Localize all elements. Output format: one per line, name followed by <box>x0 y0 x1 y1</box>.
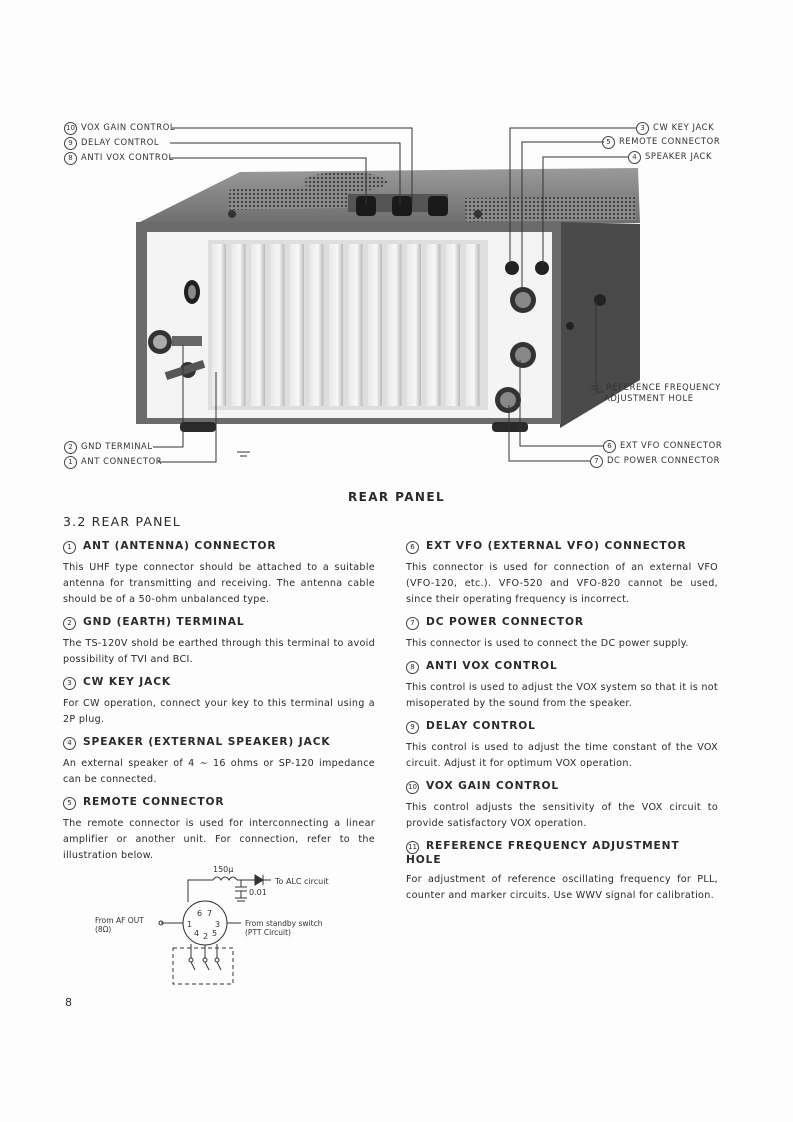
heatsink-fin <box>212 244 226 406</box>
heatsink-fin <box>427 244 441 406</box>
ptt-label: (PTT Circuit) <box>245 928 291 937</box>
heatsink-fin <box>349 244 363 406</box>
from-af-impedance: (8Ω) <box>95 925 112 934</box>
item-heading: 10 VOX GAIN CONTROL <box>406 780 718 794</box>
callout-vox-gain: 10 VOX GAIN CONTROL <box>64 122 175 135</box>
item-body: This UHF type connector should be attached to a suitable antenna for transmitting and receiving. The antenna cable should be of a 50-ohm unbalanced type. <box>63 562 375 605</box>
heatsink-fin <box>388 244 402 406</box>
callout-gnd: 2 GND TERMINAL <box>64 441 153 454</box>
heatsink-fin <box>232 244 246 406</box>
item-body: The TS-120V shold be earthed through this terminal to avoid possibility of TVI and BCI. <box>63 638 375 665</box>
capacitor-label: 0.01 <box>249 888 267 897</box>
item-heading: 11 REFERENCE FREQUENCY ADJUSTMENT HOLE <box>406 840 680 866</box>
heatsink-fin <box>290 244 304 406</box>
item-body: An external speaker of 4 ∼ 16 ohms or SP-120 impedance can be connected. <box>63 758 375 785</box>
item-heading: 4 SPEAKER (EXTERNAL SPEAKER) JACK <box>63 736 375 750</box>
page-number: 8 <box>65 996 72 1009</box>
item-heading: 6 EXT VFO (EXTERNAL VFO) CONNECTOR <box>406 540 718 554</box>
item-vox-gain <box>406 780 718 832</box>
item-heading: 3 CW KEY JACK <box>63 676 375 690</box>
pin-label: 4 <box>194 929 200 938</box>
pin-label: 6 <box>197 909 203 918</box>
callout-remote: 5 REMOTE CONNECTOR <box>602 136 720 149</box>
heatsink <box>208 240 488 410</box>
callout-delay: 9 DELAY CONTROL <box>64 137 159 150</box>
pin-label: 3 <box>215 920 221 929</box>
item-heading: 8 ANTI VOX CONTROL <box>406 660 718 674</box>
item-body: For CW operation, connect your key to this terminal using a 2P plug. <box>63 698 375 725</box>
item-cw-key <box>63 676 375 728</box>
right-column <box>406 540 718 912</box>
item-dc-power <box>406 616 718 652</box>
to-alc-label: To ALC circuit <box>275 877 329 886</box>
heatsink-fin <box>271 244 285 406</box>
heatsink-fin <box>466 244 480 406</box>
callout-anti-vox: 8 ANTI VOX CONTROL <box>64 152 174 165</box>
item-body: The remote connector is used for interconnecting a linear amplifier or another unit. For connection, refer to the illustration below. <box>63 818 375 861</box>
heatsink-fin <box>310 244 324 406</box>
item-heading: 1 ANT (ANTENNA) CONNECTOR <box>63 540 375 554</box>
item-body: This control is used to adjust the time constant of the VOX circuit. Adjust it for optimum VOX operation. <box>406 742 718 769</box>
rear-panel-figure <box>0 0 793 480</box>
pin-label: 5 <box>212 929 218 938</box>
pin-label: 7 <box>207 909 213 918</box>
item-body: This control is used to adjust the VOX system so that it is not misoperated by the sound from the speaker. <box>406 682 718 709</box>
section-title: 3.2 REAR PANEL <box>63 514 181 529</box>
item-heading: 2 GND (EARTH) TERMINAL <box>63 616 375 630</box>
callout-dc-power: 7 DC POWER CONNECTOR <box>590 455 720 468</box>
connector-pins <box>187 909 220 941</box>
pin-label: 2 <box>203 932 209 941</box>
item-body: This connector is used for connection of an external VFO (VFO-120, etc.). VFO-520 and VFO-820 cannot be used, since their operating frequency is incorrect. <box>406 562 718 605</box>
item-speaker <box>63 736 375 788</box>
item-heading: 7 DC POWER CONNECTOR <box>406 616 718 630</box>
heatsink-fin <box>329 244 343 406</box>
item-ant <box>63 540 375 608</box>
heatsink-fin <box>251 244 265 406</box>
item-body: This connector is used to connect the DC power supply. <box>406 638 689 649</box>
item-body: This control adjusts the sensitivity of the VOX circuit to provide satisfactory VOX operation. <box>406 802 718 829</box>
callout-ext-vfo: 6 EXT VFO CONNECTOR <box>603 440 722 453</box>
item-delay <box>406 720 718 772</box>
callout-speaker: 4 SPEAKER JACK <box>628 151 712 164</box>
item-ref-freq <box>406 840 718 904</box>
callout-ant: 1 ANT CONNECTOR <box>64 456 162 469</box>
figure-caption: REAR PANEL <box>347 490 445 504</box>
item-body: For adjustment of reference oscillating frequency for PLL, counter and marker circuits. Use WWV signal for calibration. <box>406 874 718 901</box>
item-heading: 9 DELAY CONTROL <box>406 720 718 734</box>
item-remote <box>63 796 375 864</box>
heatsink-fin <box>368 244 382 406</box>
left-column <box>63 540 375 872</box>
from-af-label: From AF OUT <box>95 916 144 925</box>
inductor-label: 150μ <box>213 865 234 874</box>
item-ext-vfo <box>406 540 718 608</box>
callout-ref-freq-line2: ADJUSTMENT HOLE <box>604 393 694 403</box>
standby-label: From standby switch <box>245 919 323 928</box>
heatsink-fin <box>407 244 421 406</box>
pin-label: 1 <box>187 920 193 929</box>
heatsink-fin <box>446 244 460 406</box>
callout-ref-freq: 11 REFERENCE FREQUENCY <box>589 382 721 395</box>
callout-cw-key: 3 CW KEY JACK <box>636 122 714 135</box>
item-anti-vox <box>406 660 718 712</box>
item-gnd <box>63 616 375 668</box>
remote-connector-schematic <box>63 860 383 990</box>
item-heading: 5 REMOTE CONNECTOR <box>63 796 375 810</box>
